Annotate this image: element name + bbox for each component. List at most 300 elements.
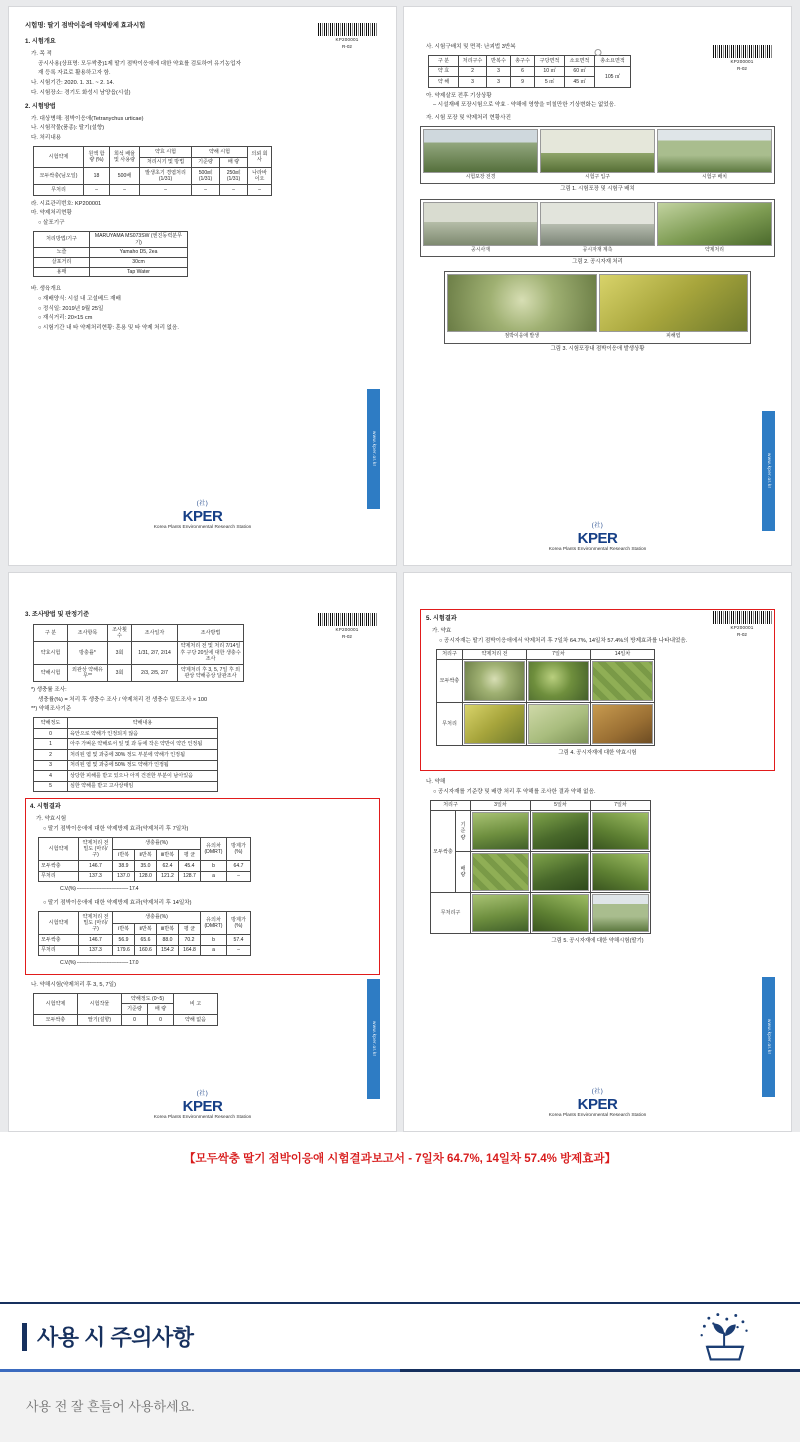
th: 기준량 xyxy=(122,1004,148,1015)
table-row xyxy=(437,703,655,746)
td: Tap Water xyxy=(90,267,188,277)
td: 3 xyxy=(487,77,511,88)
scan-page-1 xyxy=(8,6,397,566)
td: 무처리 xyxy=(39,945,79,956)
table-row xyxy=(34,739,218,750)
plant-sprout-icon xyxy=(696,1311,754,1363)
th: 5일차 xyxy=(531,800,591,811)
photo-caption: 시험구 입구 xyxy=(585,174,610,180)
table-row xyxy=(34,728,218,739)
section-heading: 바. 생육개요 xyxy=(31,286,62,293)
section-line: 나. 시험작물(품종): 딸기(설향) xyxy=(31,125,105,132)
photo-caption: 피해엽 xyxy=(666,334,681,340)
td: – xyxy=(192,185,220,196)
td: Yamaho D5, 2ea xyxy=(90,248,188,258)
td: 무처리 xyxy=(437,703,463,746)
th: Ⅲ반복 xyxy=(157,849,179,861)
td: 60 ㎡ xyxy=(565,66,595,77)
td: 65.6 xyxy=(135,935,157,946)
table-row xyxy=(34,760,218,771)
td: MARUYAMA MS073SW (엔진동력분무기) xyxy=(90,232,188,248)
td: 0 xyxy=(122,1015,148,1026)
page-side-tab: www.kper.or.kr xyxy=(762,411,775,531)
td: 10 ㎡ xyxy=(535,66,565,77)
th: 7일차 xyxy=(527,649,591,660)
table-row xyxy=(437,660,655,703)
section-line: ○ 시험기간 내 타 약제처리현황: 혼용 및 타 약제 처리 없음. xyxy=(38,324,179,331)
td: 30cm xyxy=(90,257,188,267)
td: 외관상 약해유무** xyxy=(68,665,108,682)
photo-double-7day xyxy=(592,853,649,891)
table-row xyxy=(34,665,244,682)
td: 45 ㎡ xyxy=(565,77,595,88)
barcode-bars-icon xyxy=(318,613,378,626)
footer-mark: (社) xyxy=(591,1089,604,1096)
td: 35.0 xyxy=(135,861,157,872)
title-accent-bar xyxy=(22,1323,27,1351)
td: 배 량 xyxy=(456,852,471,893)
title-underline-accent xyxy=(0,1369,400,1372)
barcode-4 xyxy=(711,611,773,638)
th: 약해내용 xyxy=(68,718,218,729)
td: 4 xyxy=(34,771,68,782)
section-line: 가. 목 적 xyxy=(31,51,52,58)
section-heading: 5. 시험결과 xyxy=(426,615,457,622)
efficacy-14d-table xyxy=(38,911,251,956)
page-footer xyxy=(420,523,775,557)
td: 146.7 xyxy=(79,861,113,872)
td: 나라바이오 xyxy=(248,168,272,185)
figure-2-photos xyxy=(420,199,775,257)
td: 57.4 xyxy=(227,935,251,946)
photo-double-3day xyxy=(472,853,529,891)
th: 처리구 xyxy=(431,800,471,811)
td: 모두싹충 xyxy=(437,660,463,703)
td: 137.3 xyxy=(79,945,113,956)
th: 처리시기 및 방법 xyxy=(140,157,192,168)
th: Ⅱ반복 xyxy=(135,849,157,861)
td: 모두싹충 xyxy=(39,935,79,946)
photo-control-5day xyxy=(532,894,589,932)
td: 2 xyxy=(34,750,68,761)
td: 처리된 엽 및 과중에 50% 정도 약해가 인정됨 xyxy=(68,760,218,771)
photo-control-7day xyxy=(592,894,649,932)
photo-control-3day xyxy=(472,894,529,932)
photo-double-5day xyxy=(532,853,589,891)
th: 생충률(%) xyxy=(113,837,201,849)
table-row xyxy=(34,168,272,185)
table-row xyxy=(429,66,631,77)
photo-spraying xyxy=(657,202,772,246)
section-line: 다. 처리내용 xyxy=(31,135,62,142)
td: 약해시험 xyxy=(34,665,68,682)
phytotoxicity-photo-table xyxy=(430,800,651,935)
page-footer xyxy=(25,501,380,535)
table-row xyxy=(431,852,651,893)
td: 상당한 피해를 받고 있으나 아직 건전한 부분이 남아있음 xyxy=(68,771,218,782)
barcode-sub: R-02 xyxy=(342,43,352,49)
figure-1-photos xyxy=(420,126,775,184)
td: – xyxy=(140,185,192,196)
photo-caption: 약제처리 xyxy=(705,247,724,253)
barcode-number: KP200001 xyxy=(730,59,754,64)
th: 7일차 xyxy=(591,800,651,811)
th: 유의차 (DMRT) xyxy=(201,837,227,860)
td: 9 xyxy=(511,77,535,88)
photo-caption: 점박이응애 발생 xyxy=(504,334,539,340)
barcode-number: KP200001 xyxy=(335,37,359,42)
photo-plot-layout xyxy=(657,129,772,173)
phytotoxicity-scale-table xyxy=(33,717,218,792)
td: 1/31, 2/7, 2/14 xyxy=(132,641,178,664)
td: 179.6 xyxy=(113,945,135,956)
table-row xyxy=(34,641,244,664)
photo-before-treatment-control xyxy=(464,704,525,744)
td: 128.7 xyxy=(179,871,201,882)
td: 105 ㎡ xyxy=(595,66,631,87)
td: 육안으로 약해가 인정되지 않음 xyxy=(68,728,218,739)
barcode-number: KP200001 xyxy=(335,627,359,632)
figure-caption: 그림 2. 공시자재 처리 xyxy=(572,258,623,265)
figure-caption: 그림 3. 시험포장내 점박이응애 발생상황 xyxy=(550,345,645,352)
footer-org-name: Korea Plants Environmental Research Station xyxy=(153,1115,252,1121)
th: 시험약제 xyxy=(39,837,79,860)
figure-3-photos xyxy=(444,271,751,343)
table-row xyxy=(34,257,188,267)
table-row xyxy=(34,781,218,792)
td: 처리방법/기구 xyxy=(34,232,90,248)
photo-before-treatment-modu xyxy=(464,661,525,701)
th: 약효 시험 xyxy=(140,147,192,158)
th: 시험약제 xyxy=(34,993,78,1014)
td: 3회 xyxy=(108,665,132,682)
td: a xyxy=(201,945,227,956)
figure-caption: 그림 1. 시험포장 및 시험구 배치 xyxy=(560,185,635,192)
th: Ⅱ반복 xyxy=(135,923,157,935)
td: – xyxy=(248,185,272,196)
scan-page-4 xyxy=(403,572,792,1132)
td: 64.7 xyxy=(227,861,251,872)
td: 0 xyxy=(34,728,68,739)
section-line: 라. 시료관리번호: KP200001 xyxy=(31,200,102,207)
footer-logo-text: KPER xyxy=(577,530,618,548)
th: 구 분 xyxy=(34,624,68,641)
td: 아주 가벼운 약해로서 잎 및 과 등에 작은 약반이 약간 인정됨 xyxy=(68,739,218,750)
page-footer xyxy=(420,1089,775,1123)
footer-logo-text: KPER xyxy=(577,1096,618,1114)
notice-title: 사용 시 주의사항 xyxy=(37,1325,194,1350)
th: 방제가 (%) xyxy=(227,837,251,860)
photo-std-7day xyxy=(592,812,649,850)
td: a xyxy=(201,871,227,882)
section-line: ○ 딸기 점박이응애에 대한 약제방제 효과(약제처리 후 14일차) xyxy=(43,899,192,906)
phytotoxicity-result-table xyxy=(33,993,218,1026)
figure-caption: 그림 5. 공시자재에 대한 약해시험(딸기) xyxy=(551,938,644,945)
barcode-number: KP200001 xyxy=(730,625,754,630)
table-row xyxy=(34,750,218,761)
td: 노즐 xyxy=(34,248,90,258)
td: 0 xyxy=(148,1015,174,1026)
td: 방충률* xyxy=(68,641,108,664)
photo-row xyxy=(423,129,772,173)
photo-caption: 시험구 배치 xyxy=(702,174,727,180)
td: 146.7 xyxy=(79,935,113,946)
page-title: 시험명: 딸기 점박이응애 약제방제 효과시험 xyxy=(25,22,146,29)
notice-body-text: 사용 전 잘 흔들어 사용하세요. xyxy=(26,1399,195,1414)
report-caption: 【모두싹충 딸기 점박이응애 시험결과보고서 - 7일차 64.7%, 14일차 57.4% 방제효과】 xyxy=(0,1132,800,1192)
th: 총소요면적 xyxy=(595,56,631,67)
footer-logo-text: KPER xyxy=(182,508,223,526)
photo-test-material xyxy=(423,202,538,246)
th: 구 분 xyxy=(429,56,459,67)
page-side-tab: www.kper.or.kr xyxy=(367,979,380,1099)
td: 딸기(설향) xyxy=(78,1015,122,1026)
td: 250㎖ (1/31) xyxy=(220,168,248,185)
footer-org-name: Korea Plants Environmental Research Station xyxy=(548,1113,647,1119)
photo-captions xyxy=(423,174,772,181)
footer-org-name: Korea Plants Environmental Research Station xyxy=(153,525,252,531)
footer-logo-text: KPER xyxy=(182,1098,223,1116)
th: 소요면적 xyxy=(565,56,595,67)
th: 약해정도 (0~5) xyxy=(122,993,174,1004)
barcode-bars-icon xyxy=(318,23,378,36)
barcode-2 xyxy=(711,45,773,72)
barcode-3 xyxy=(316,613,378,640)
table-row xyxy=(34,267,188,277)
td: 약 해 xyxy=(429,77,459,88)
td: 1 xyxy=(34,739,68,750)
td: 3회 xyxy=(108,641,132,664)
section-line: ○ 살포기구 xyxy=(38,219,65,226)
page-side-tab: www.kper.or.kr xyxy=(367,389,380,509)
th: 비 고 xyxy=(174,993,218,1014)
section-heading: 사. 시험구배치 및 면적: 난괴법 3반복 xyxy=(426,44,516,50)
barcode-bars-icon xyxy=(713,611,773,624)
td: 128.0 xyxy=(135,871,157,882)
th: 3일차 xyxy=(471,800,531,811)
td: 164.8 xyxy=(179,945,201,956)
th: 구당면적 xyxy=(535,56,565,67)
table-row xyxy=(431,811,651,852)
photo-damaged-leaf xyxy=(599,274,749,332)
photo-14day-modu xyxy=(592,661,653,701)
section-heading: 1. 시험개요 xyxy=(25,38,56,46)
notice-header xyxy=(0,1302,800,1372)
section-line: 가. 약효시험 xyxy=(36,816,67,823)
photo-caption: 공시자재 계측 xyxy=(582,247,613,253)
td: – xyxy=(84,185,110,196)
td: 모두싹충(님오일) xyxy=(34,168,84,185)
td: 45.4 xyxy=(179,861,201,872)
notice-body xyxy=(0,1372,800,1442)
section-line: 재 등록 자료로 활용하고자 함. xyxy=(38,70,111,77)
photo-7day-modu xyxy=(528,661,589,701)
table-row xyxy=(34,1015,218,1026)
td: 70.2 xyxy=(179,935,201,946)
photo-mite-occurrence xyxy=(447,274,597,332)
td: 용매 xyxy=(34,267,90,277)
footer-mark: (社) xyxy=(591,523,604,530)
section-heading: 3. 조사방법 및 판정기준 xyxy=(25,611,90,618)
td: 살포거리 xyxy=(34,257,90,267)
registration-mark-icon xyxy=(594,49,601,56)
th: Ⅰ반복 xyxy=(113,849,135,861)
td: 38.9 xyxy=(113,861,135,872)
formula-line: 생충률(%) = 처리 후 생충수 조사 / 약제처리 전 생충수 밀도조사 × 100 xyxy=(38,696,208,703)
td: b xyxy=(201,861,227,872)
section-line: 나. 약해시험(약제처리 후 3, 5, 7일) xyxy=(31,981,116,988)
td: 모두싹충 xyxy=(431,811,456,893)
section-line: 마. 약제처리현황 xyxy=(31,210,72,217)
efficacy-7d-table xyxy=(38,837,251,882)
device-table xyxy=(33,231,188,277)
th: 배 량 xyxy=(148,1004,174,1015)
td: – xyxy=(220,185,248,196)
th: 평 균 xyxy=(179,849,201,861)
section-heading: 아. 약제살포 전후 기상상황 xyxy=(426,92,492,99)
section-line: 나. 시험기간: 2020. 1. 31. ~ 2. 14. xyxy=(31,80,115,87)
th: 배 량 xyxy=(220,157,248,168)
treatment-table xyxy=(33,146,272,196)
survey-method-table xyxy=(33,624,244,682)
section-heading: 2. 시험방법 xyxy=(25,102,56,110)
td: 62.4 xyxy=(157,861,179,872)
th: 시험약제 xyxy=(39,911,79,934)
footer-mark: (社) xyxy=(196,501,209,508)
td: 처리된 엽 및 과중에 30% 정도 부분에 약해가 인정됨 xyxy=(68,750,218,761)
th: 총구수 xyxy=(511,56,535,67)
th: 조사항목 xyxy=(68,624,108,641)
th: 의뢰 회사 xyxy=(248,147,272,168)
th: 약제처리 전 밀도 (마리/구) xyxy=(79,837,113,860)
td: 약 효 xyxy=(429,66,459,77)
photo-std-5day xyxy=(532,812,589,850)
td: b xyxy=(201,935,227,946)
section-line: ○ 재배양식: 시설 내 고설베드 재배 xyxy=(38,295,121,302)
section-line: ○ 공시자재를 기준량 및 배량 처리 후 약해를 조사한 결과 약해 없음. xyxy=(433,788,596,795)
td: 56.9 xyxy=(113,935,135,946)
plot-table xyxy=(428,55,631,88)
td: – xyxy=(227,871,251,882)
td: 심한 약해를 받고 고사상태임 xyxy=(68,781,218,792)
td: 약제처리 전 및 처리 7/14일 후 구당 20잎에 대한 생충수 조사 xyxy=(178,641,244,664)
th: 원액 함량 (%) xyxy=(84,147,110,168)
cv-line: C.V.(%) ------------------------------------ 17.0 xyxy=(60,960,139,967)
barcode-sub: R-02 xyxy=(737,631,747,637)
td: 2 xyxy=(459,66,487,77)
th: 약제처리 전 밀도 (마리/구) xyxy=(79,911,113,934)
th: Ⅲ반복 xyxy=(157,923,179,935)
td: 500배 xyxy=(110,168,140,185)
footer-org-name: Korea Plants Environmental Research Station xyxy=(548,547,647,553)
photo-row xyxy=(423,202,772,246)
td: 모두싹충 xyxy=(39,861,79,872)
th: 14일차 xyxy=(591,649,655,660)
photo-std-3day xyxy=(472,812,529,850)
td: 무처리 xyxy=(34,185,84,196)
th: 약해정도 xyxy=(34,718,68,729)
td: 3 xyxy=(34,760,68,771)
photo-caption: 시험포장 전경 xyxy=(465,174,496,180)
th: 시험작물 xyxy=(78,993,122,1014)
table-row xyxy=(39,871,251,882)
th: 기준량 xyxy=(192,157,220,168)
td: 121.2 xyxy=(157,871,179,882)
th: 방제가 (%) xyxy=(227,911,251,934)
scan-page-3 xyxy=(8,572,397,1132)
section-line: ○ 딸기 점박이응애에 대한 약제방제 효과(약제처리 후 7일차) xyxy=(43,825,189,832)
page-footer xyxy=(25,1091,380,1125)
photo-7day-control xyxy=(528,704,589,744)
td: 기 준 량 xyxy=(456,811,471,852)
section-line: ○ 재식거리: 20×15 cm xyxy=(38,315,93,322)
section-line: 가. 약효 xyxy=(432,627,452,634)
section-line: 공시사용(상표명: 모두싹충)1제 딸기 점박이응애에 대한 약효를 검토하여 유기농업자 xyxy=(38,60,241,67)
photo-material-measure xyxy=(540,202,655,246)
table-row xyxy=(431,893,651,934)
td: 137.3 xyxy=(79,871,113,882)
footer-mark: (社) xyxy=(196,1091,209,1098)
section-line: 다. 시험장소: 경기도 화성시 남양읍(시설) xyxy=(31,89,131,96)
section-line: – 시설재배 포장시험으로 약효 · 약해에 영향을 미칠만한 기상변화는 없었음. xyxy=(433,102,616,109)
scan-page-2 xyxy=(403,6,792,566)
th: 조사일자 xyxy=(132,624,178,641)
td: 약제처리 후 3, 5, 7일 후 외관상 약해증상 달관조사 xyxy=(178,665,244,682)
photo-captions xyxy=(423,247,772,254)
th: 처리구수 xyxy=(459,56,487,67)
th: 조사횟수 xyxy=(108,624,132,641)
formula-label: *) 생충률 조사: xyxy=(31,687,67,694)
td: 약해 없음 xyxy=(174,1015,218,1026)
barcode-bars-icon xyxy=(713,45,773,58)
td: 5 xyxy=(34,781,68,792)
td: 500㎖ (1/31) xyxy=(192,168,220,185)
page-side-tab: www.kper.or.kr xyxy=(762,977,775,1097)
th: 희석 배율 및 사용량 xyxy=(110,147,140,168)
barcode-sub: R-02 xyxy=(737,65,747,71)
barcode-1 xyxy=(316,23,378,50)
table-row xyxy=(39,861,251,872)
photo-captions xyxy=(447,333,748,340)
photo-field-overview xyxy=(423,129,538,173)
td: 88.0 xyxy=(157,935,179,946)
table-row xyxy=(39,945,251,956)
table-row xyxy=(34,185,272,196)
td: 발생초기 경엽처리 (1/31) xyxy=(140,168,192,185)
section-line: ○ 공시자재는 딸기 점박이응애에서 약제처리 후 7일차 64.7%, 14일차 57.4%의 방제효과를 나타내었음. xyxy=(439,637,688,644)
td: 154.2 xyxy=(157,945,179,956)
section-line: 나. 약해 xyxy=(426,779,446,786)
th: 반복수 xyxy=(487,56,511,67)
td: 무처리구 xyxy=(431,893,471,934)
efficacy-photo-table xyxy=(436,649,655,747)
table-row xyxy=(34,232,188,248)
spacer xyxy=(0,1192,800,1302)
td: 137.0 xyxy=(113,871,135,882)
photo-plot-entrance xyxy=(540,129,655,173)
photo-row xyxy=(447,274,748,332)
td: 160.6 xyxy=(135,945,157,956)
table-row xyxy=(34,771,218,782)
td: 2/3, 2/5, 2/7 xyxy=(132,665,178,682)
td: – xyxy=(227,945,251,956)
th: 처리구 xyxy=(437,649,463,660)
th: 조사방법 xyxy=(178,624,244,641)
td: 5 ㎡ xyxy=(535,77,565,88)
th: 생충률(%) xyxy=(113,911,201,923)
th: 시험약제 xyxy=(34,147,84,168)
td: 무처리 xyxy=(39,871,79,882)
